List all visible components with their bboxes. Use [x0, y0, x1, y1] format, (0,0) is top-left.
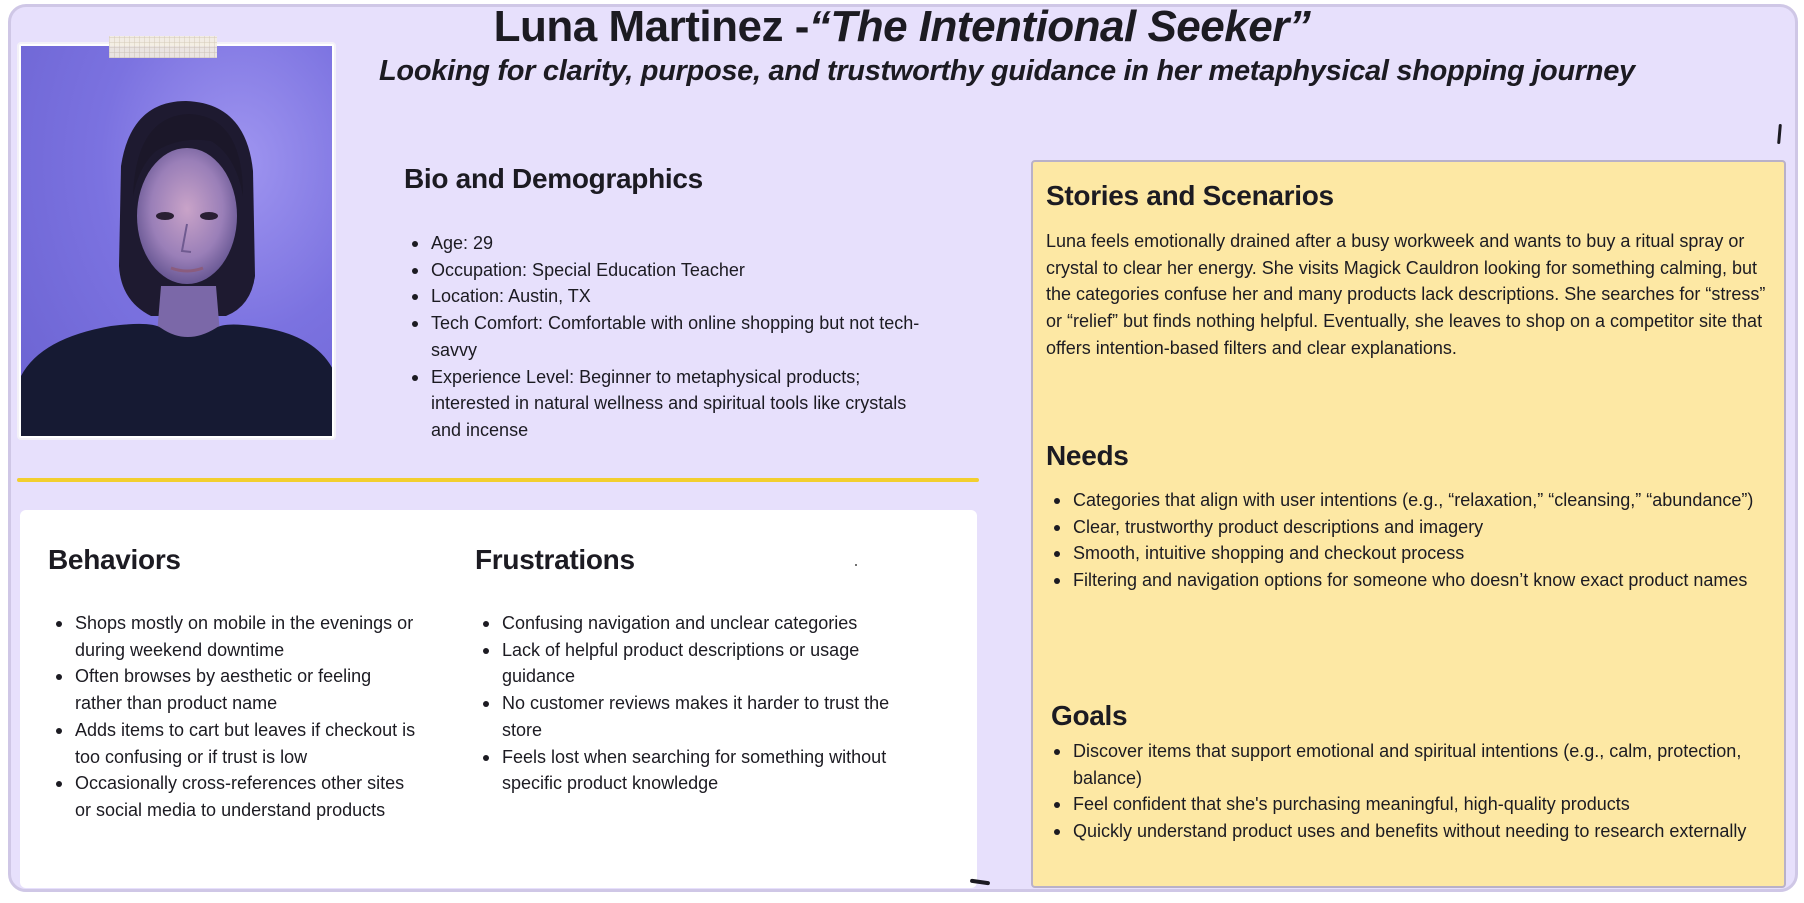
- frustration-item: Lack of helpful product descriptions or usage guidance: [475, 637, 915, 690]
- tape-decoration: [109, 36, 217, 58]
- need-item: Filtering and navigation options for someone who doesn’t know exact product names: [1046, 567, 1786, 594]
- persona-subtitle: Looking for clarity, purpose, and trustworthy guidance in her metaphysical shopping journey: [379, 55, 1635, 87]
- frustration-item: No customer reviews makes it harder to trust the store: [475, 690, 915, 743]
- bio-item: Experience Level: Beginner to metaphysical products; interested in natural wellness and spiritual tools like crystals and incense: [404, 364, 924, 444]
- goals-heading: Goals: [1051, 700, 1128, 731]
- bio-heading: Bio and Demographics: [404, 163, 703, 194]
- bio-item: Occupation: Special Education Teacher: [404, 257, 924, 284]
- behaviors-list: [48, 610, 418, 824]
- behaviors-heading: Behaviors: [48, 544, 181, 575]
- goal-item: Feel confident that she's purchasing meaningful, high-quality products: [1046, 791, 1786, 818]
- persona-archetype: “The Intentional Seeker”: [808, 2, 1311, 51]
- bio-list: [404, 230, 924, 444]
- section-divider: [17, 478, 979, 482]
- goal-item: Quickly understand product uses and benefits without needing to research externally: [1046, 818, 1786, 845]
- behavior-item: Occasionally cross-references other sites or social media to understand products: [48, 770, 418, 823]
- persona-photo: [17, 42, 336, 440]
- needs-heading: Needs: [1046, 440, 1129, 471]
- behavior-item: Often browses by aesthetic or feeling rather than product name: [48, 663, 418, 716]
- goals-list: [1046, 738, 1786, 845]
- behavior-item: Shops mostly on mobile in the evenings or during weekend downtime: [48, 610, 418, 663]
- frustrations-list: [475, 610, 915, 797]
- need-item: Smooth, intuitive shopping and checkout process: [1046, 540, 1786, 567]
- stories-heading: Stories and Scenarios: [1046, 180, 1334, 211]
- stray-dot: [855, 564, 857, 566]
- frustration-item: Confusing navigation and unclear categories: [475, 610, 915, 637]
- persona-name: Luna Martinez -: [493, 2, 809, 51]
- need-item: Clear, trustworthy product descriptions and imagery: [1046, 514, 1786, 541]
- portrait-illustration: [21, 46, 332, 436]
- need-item: Categories that align with user intentions (e.g., “relaxation,” “cleansing,” “abundance”): [1046, 487, 1786, 514]
- frustration-item: Feels lost when searching for something without specific product knowledge: [475, 744, 915, 797]
- bio-item: Location: Austin, TX: [404, 283, 924, 310]
- photo-background: [21, 46, 332, 436]
- behavior-item: Adds items to cart but leaves if checkout is too confusing or if trust is low: [48, 717, 418, 770]
- bio-item: Age: 29: [404, 230, 924, 257]
- goal-item: Discover items that support emotional and spiritual intentions (e.g., calm, protection, balance): [1046, 738, 1786, 791]
- story-text: Luna feels emotionally drained after a busy workweek and wants to buy a ritual spray or crystal to clear her energy. She visits Magick Cauldron looking for something calming, but the categories confuse her and many products lack descriptions. She searches for “stress” or “relief” but finds nothing helpful. Eventually, she leaves to shop on a competitor site that offers intention-based filters and clear explanations.: [1046, 231, 1766, 358]
- bio-item: Tech Comfort: Comfortable with online shopping but not tech-savvy: [404, 310, 924, 363]
- frustrations-heading: Frustrations: [475, 544, 635, 575]
- needs-list: [1046, 487, 1786, 594]
